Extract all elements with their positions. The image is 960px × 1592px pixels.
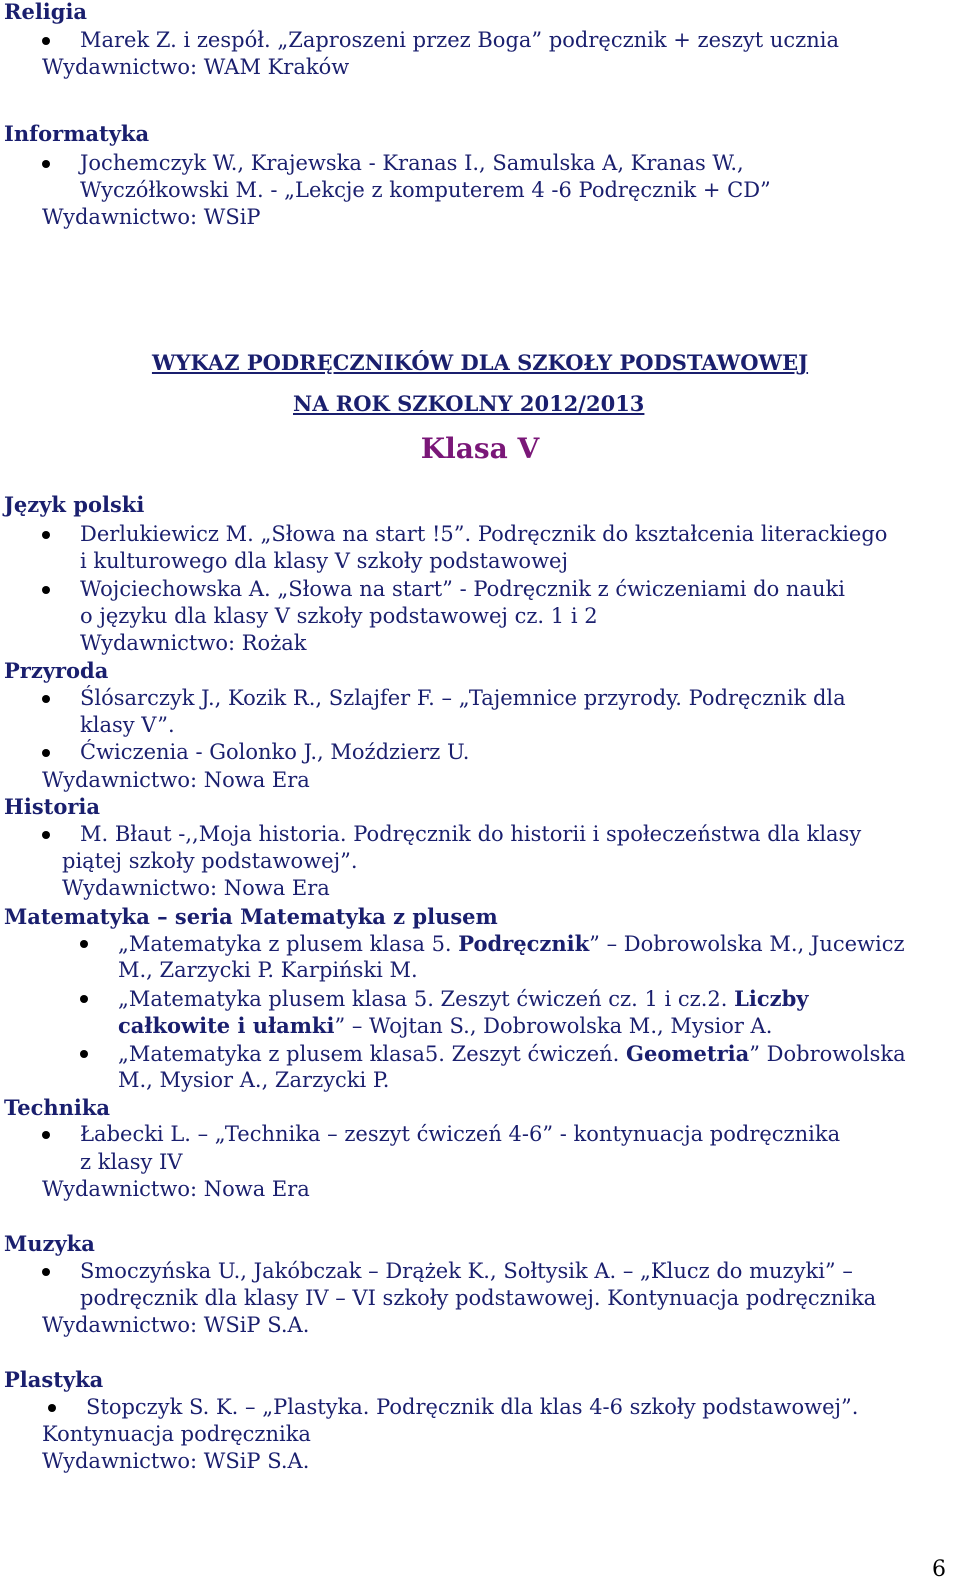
list-item: Stopczyk S. K. – „Plastyka. Podręcznik dla klas 4-6 szkoły podstawowej”. [86,1395,859,1419]
list-item: Ślósarczyk J., Kozik R., Szlajfer F. – „Tajemnice przyrody. Podręcznik dla [80,686,846,710]
item-text-bold: Geometria [626,1041,750,1066]
list-item-continuation: Wyczółkowski M. - „Lekcje z komputerem 4 -6 Podręcznik + CD” [80,178,771,202]
publisher-line: Wydawnictwo: WSiP [42,205,261,229]
document-title: WYKAZ PODRĘCZNIKÓW DLA SZKOŁY PODSTAWOWEJ [151,350,809,375]
list-item-continuation: z klasy IV [80,1150,183,1174]
list-item: M. Błaut -,,Moja historia. Podręcznik do historii i społeczeństwa dla klasy [80,822,862,846]
list-item-continuation: piątej szkoły podstawowej”. [62,849,358,873]
section-heading-historia: Historia [4,794,100,819]
list-item [118,930,905,958]
section-heading-muzyka: Muzyka [4,1231,95,1256]
publisher-line: Wydawnictwo: WSiP S.A. [42,1313,310,1337]
item-text: ” – Dobrowolska M., Jucewicz [589,932,905,956]
school-year: NA ROK SZKOLNY 2012/2013 [293,391,645,416]
list-item: Jochemczyk W., Krajewska - Kranas I., Samulska A, Kranas W., [80,151,744,175]
class-heading: Klasa V [420,432,540,465]
list-item-continuation: klasy V”. [80,713,175,737]
item-text: „Matematyka plusem klasa 5. Zeszyt ćwiczeń cz. 1 i cz.2. [118,987,735,1011]
list-item: Wojciechowska A. „Słowa na start” - Podręcznik z ćwiczeniami do nauki [80,577,845,601]
item-text: ” – Wojtan S., Dobrowolska M., Mysior A. [334,1014,773,1038]
list-item: Łabecki L. – „Technika – zeszyt ćwiczeń 4-6” - kontynuacja podręcznika [80,1122,841,1146]
section-heading-polski: Język polski [4,492,145,517]
publisher-line: Wydawnictwo: Nowa Era [62,876,330,900]
publisher-line: Wydawnictwo: Nowa Era [42,1177,310,1201]
list-item-continuation: o języku dla klasy V szkoły podstawowej cz. 1 i 2 [80,604,598,628]
list-item: Smoczyńska U., Jakóbczak – Drążek K., Sołtysik A. – „Klucz do muzyki” – [80,1259,853,1283]
publisher-line: Wydawnictwo: WAM Kraków [42,55,350,79]
section-heading-matematyka: Matematyka – seria Matematyka z plusem [4,904,498,929]
section-heading-technika: Technika [4,1095,111,1120]
section-heading-przyroda: Przyroda [4,658,109,683]
list-item: Ćwiczenia - Golonko J., Moździerz U. [80,740,470,764]
publisher-line: Wydawnictwo: Nowa Era [42,768,310,792]
list-item: Marek Z. i zespół. „Zaproszeni przez Boga” podręcznik + zeszyt ucznia [80,28,839,52]
list-item [118,985,808,1013]
item-text: „Matematyka z plusem klasa5. Zeszyt ćwiczeń. [118,1042,627,1066]
list-item-continuation: i kulturowego dla klasy V szkoły podstawowej [80,549,568,573]
section-heading-plastyka: Plastyka [4,1367,104,1392]
section-heading-informatyka: Informatyka [4,121,150,146]
publisher-line: Wydawnictwo: Rożak [80,631,307,655]
list-item: Derlukiewicz M. „Słowa na start !5”. Podręcznik do kształcenia literackiego [80,522,888,546]
item-text: ” Dobrowolska [749,1042,906,1066]
list-item-continuation: podręcznik dla klasy IV – VI szkoły podstawowej. Kontynuacja podręcznika [80,1286,877,1310]
note-line: Kontynuacja podręcznika [42,1422,311,1446]
item-text-bold: Liczby [734,986,809,1011]
section-heading-religia: Religia [4,0,88,24]
item-text-bold: Podręcznik [458,931,590,956]
list-item-continuation [118,1012,772,1040]
list-item-continuation: M., Zarzycki P. Karpiński M. [118,958,418,982]
list-item-continuation: M., Mysior A., Zarzycki P. [118,1068,390,1092]
list-item [118,1040,906,1068]
item-text-bold: całkowite i ułamki [118,1013,335,1038]
page-number: 6 [932,1557,946,1582]
publisher-line: Wydawnictwo: WSiP S.A. [42,1449,310,1473]
item-text: „Matematyka z plusem klasa 5. [118,932,459,956]
